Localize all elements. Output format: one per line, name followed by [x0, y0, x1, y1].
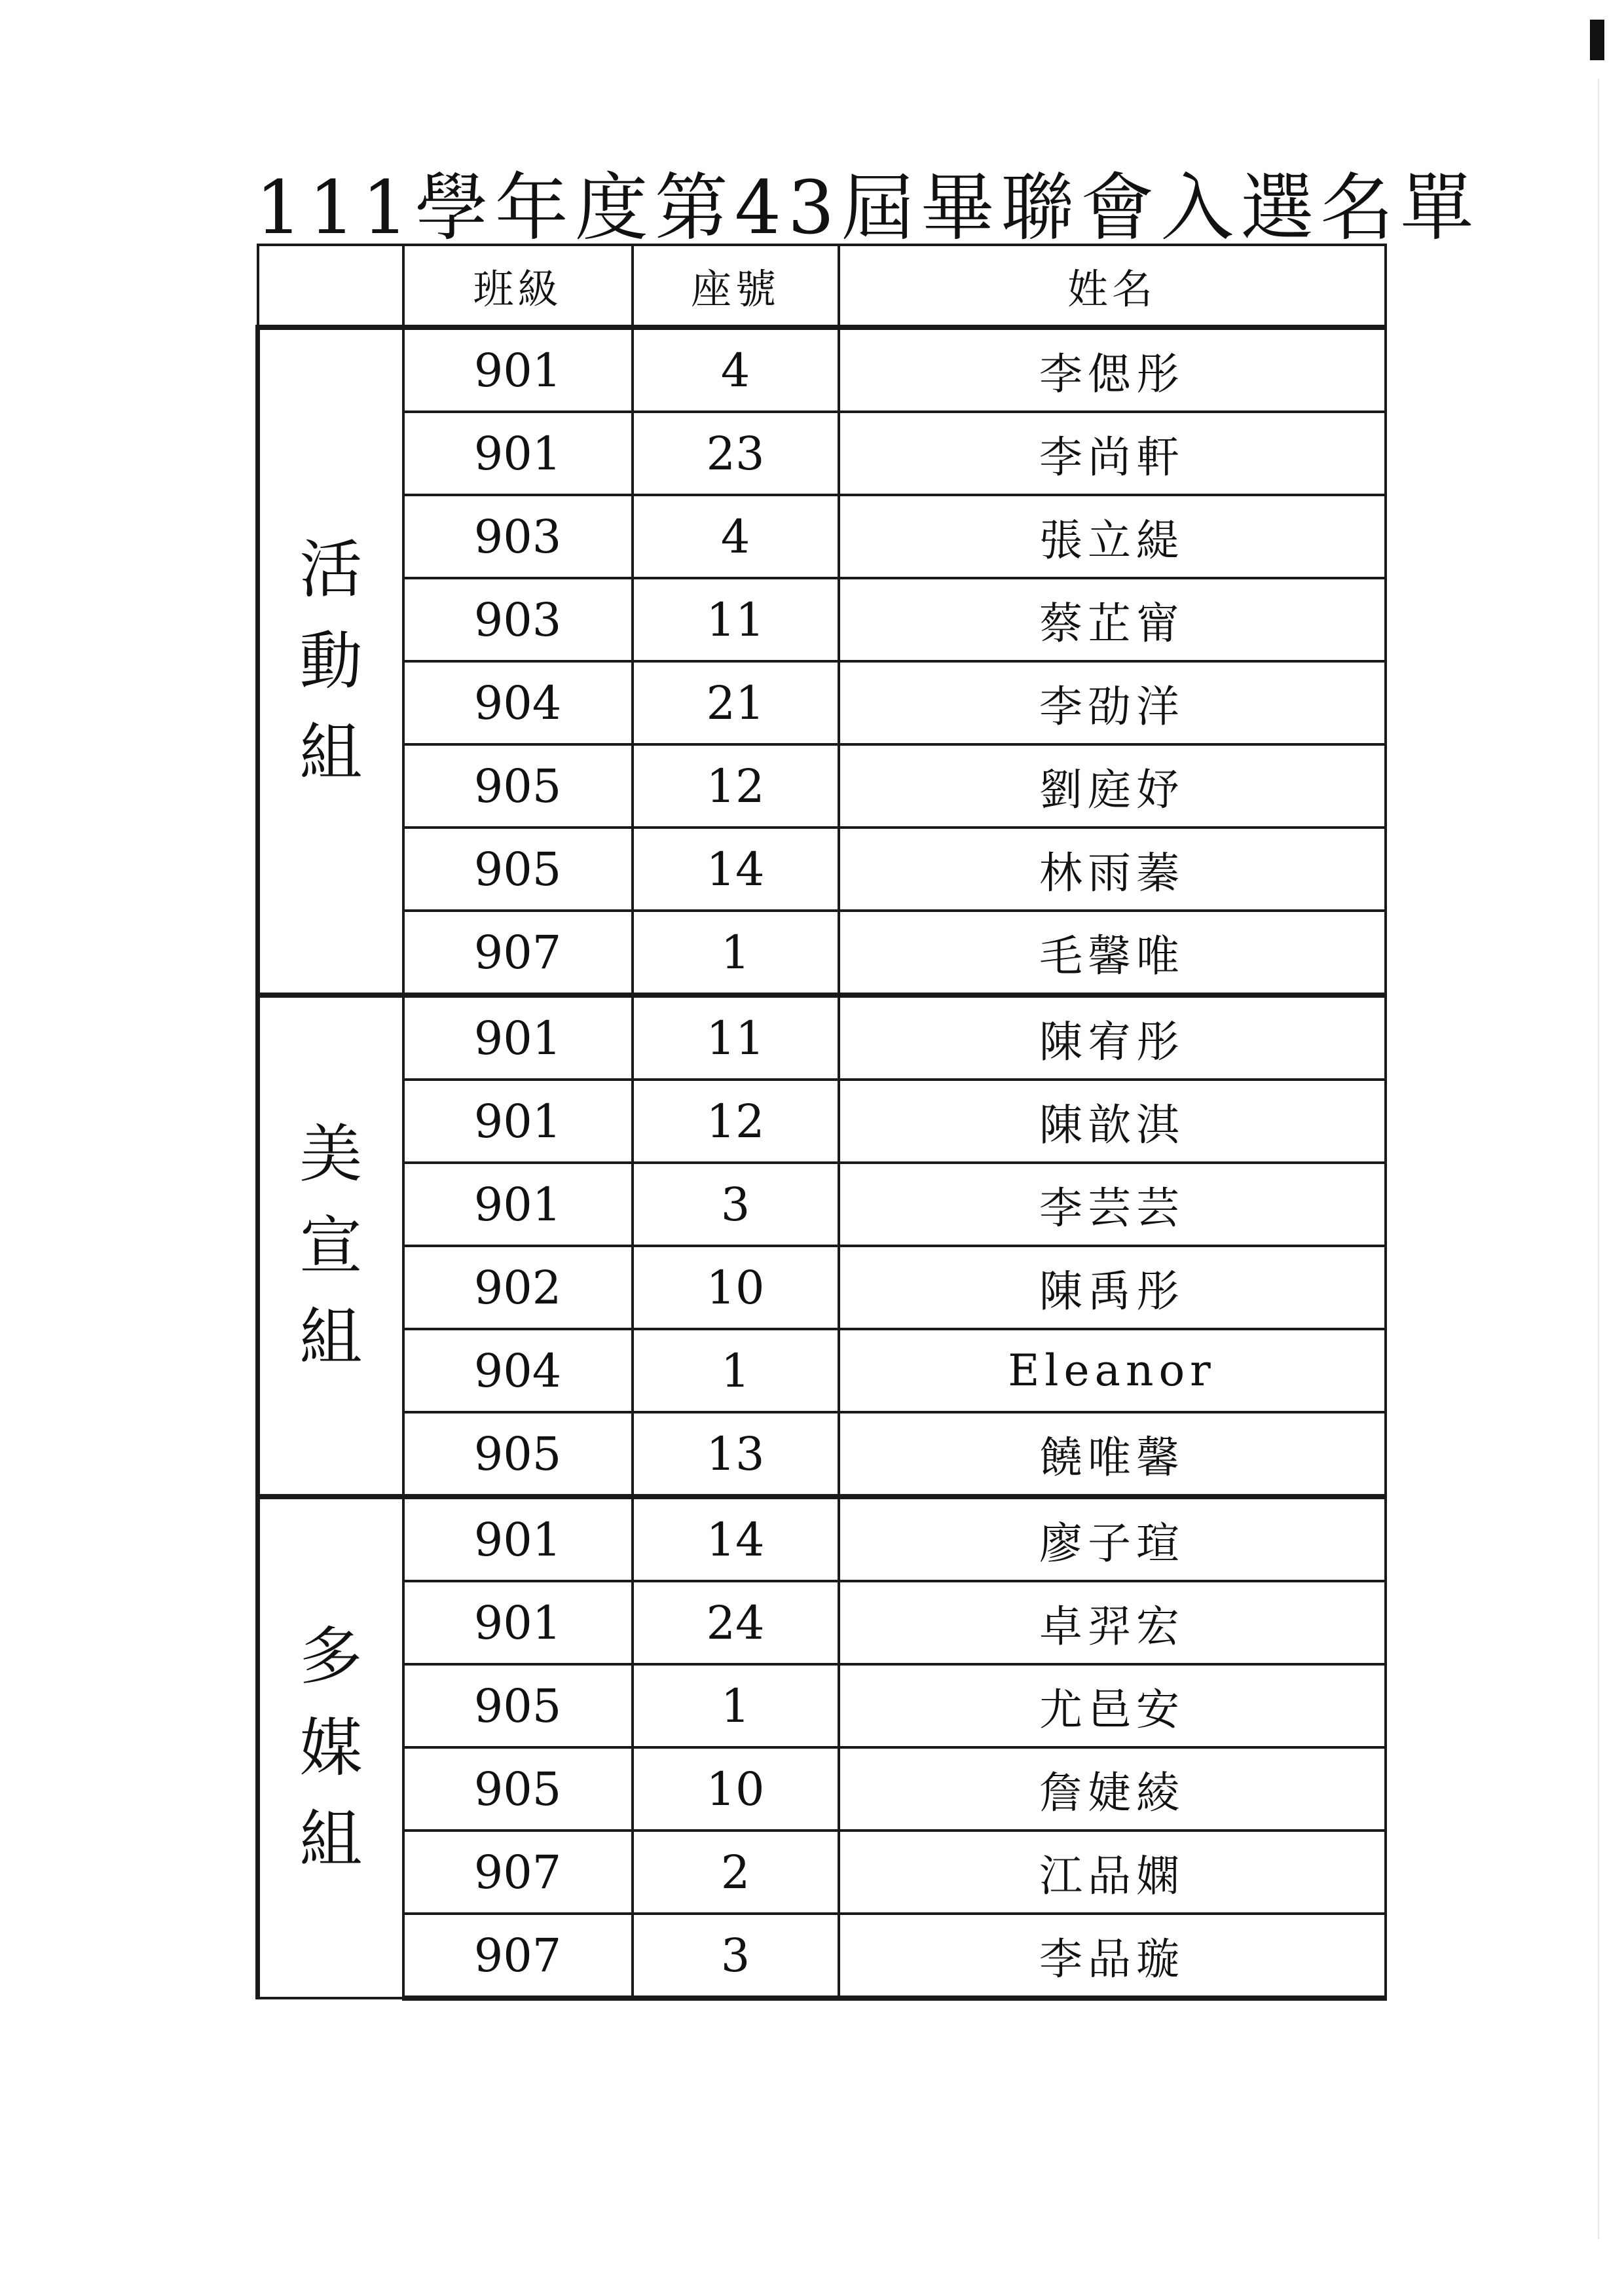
name-cell: 饒唯馨: [839, 1412, 1386, 1497]
class-cell: 902: [403, 1246, 633, 1329]
document-title: 111學年度第43屆畢聯會入選名單: [255, 166, 1481, 251]
seat-cell: 4: [633, 327, 839, 412]
name-cell: 陳歆淇: [839, 1080, 1386, 1163]
seat-cell: 24: [633, 1581, 839, 1664]
header-class: 班級: [403, 245, 633, 327]
seat-cell: 21: [633, 661, 839, 744]
group-label-cell: [258, 995, 403, 1497]
table-row: [258, 911, 1386, 995]
table-row: [258, 661, 1386, 744]
class-cell: 901: [403, 412, 633, 495]
class-cell: 903: [403, 578, 633, 661]
selection-list-table: [255, 244, 1387, 2001]
class-cell: 901: [403, 1163, 633, 1246]
table-row: [258, 1246, 1386, 1329]
name-cell: 毛馨唯: [839, 911, 1386, 995]
table-row: [258, 1412, 1386, 1497]
name-cell: 廖子瑄: [839, 1497, 1386, 1581]
table-body: [258, 327, 1386, 1998]
group-label-cell: [258, 1497, 403, 1998]
seat-cell: 1: [633, 1329, 839, 1412]
class-cell: 905: [403, 828, 633, 911]
table-row: [258, 1163, 1386, 1246]
name-cell: 李品璇: [839, 1914, 1386, 1998]
seat-cell: 3: [633, 1163, 839, 1246]
seat-cell: 3: [633, 1914, 839, 1998]
name-cell: 李尚軒: [839, 412, 1386, 495]
table-row: [258, 828, 1386, 911]
class-cell: 907: [403, 1914, 633, 1998]
class-cell: 905: [403, 1747, 633, 1831]
class-cell: 904: [403, 1329, 633, 1412]
table-row: [258, 995, 1386, 1080]
seat-cell: 1: [633, 1664, 839, 1747]
header-name: 姓名: [839, 245, 1386, 327]
group-label: 多媒組: [299, 1620, 363, 1876]
table-row: [258, 1497, 1386, 1581]
table-row: [258, 1329, 1386, 1412]
seat-cell: 12: [633, 744, 839, 828]
table-row: [258, 412, 1386, 495]
table-row: [258, 327, 1386, 412]
table-row: [258, 1914, 1386, 1998]
header-row: [258, 245, 1386, 327]
table-row: [258, 1581, 1386, 1664]
class-cell: 901: [403, 995, 633, 1080]
name-cell: 李劭洋: [839, 661, 1386, 744]
name-cell: 詹婕綾: [839, 1747, 1386, 1831]
class-cell: 907: [403, 1831, 633, 1914]
seat-cell: 10: [633, 1246, 839, 1329]
name-cell: Eleanor: [839, 1329, 1386, 1412]
class-cell: 904: [403, 661, 633, 744]
scan-edge-line: [1598, 79, 1599, 2239]
seat-cell: 13: [633, 1412, 839, 1497]
seat-cell: 14: [633, 828, 839, 911]
class-cell: 903: [403, 495, 633, 578]
class-cell: 901: [403, 1497, 633, 1581]
name-cell: 陳禹彤: [839, 1246, 1386, 1329]
seat-cell: 23: [633, 412, 839, 495]
class-cell: 901: [403, 1581, 633, 1664]
name-cell: 陳宥彤: [839, 995, 1386, 1080]
table-row: [258, 1664, 1386, 1747]
class-cell: 907: [403, 911, 633, 995]
seat-cell: 12: [633, 1080, 839, 1163]
name-cell: 卓羿宏: [839, 1581, 1386, 1664]
scan-mark: [1590, 20, 1604, 60]
header-group: [258, 245, 403, 327]
table-row: [258, 495, 1386, 578]
seat-cell: 14: [633, 1497, 839, 1581]
header-seat: 座號: [633, 245, 839, 327]
name-cell: 江品嫻: [839, 1831, 1386, 1914]
seat-cell: 10: [633, 1747, 839, 1831]
group-label-cell: [258, 327, 403, 995]
name-cell: 林雨蓁: [839, 828, 1386, 911]
name-cell: 張立緹: [839, 495, 1386, 578]
name-cell: 劉庭妤: [839, 744, 1386, 828]
seat-cell: 1: [633, 911, 839, 995]
table-row: [258, 578, 1386, 661]
class-cell: 901: [403, 327, 633, 412]
table-row: [258, 744, 1386, 828]
name-cell: 李芸芸: [839, 1163, 1386, 1246]
class-cell: 901: [403, 1080, 633, 1163]
seat-cell: 11: [633, 578, 839, 661]
name-cell: 蔡芷甯: [839, 578, 1386, 661]
table-row: [258, 1831, 1386, 1914]
seat-cell: 11: [633, 995, 839, 1080]
table-row: [258, 1080, 1386, 1163]
group-label: 活動組: [299, 533, 363, 790]
class-cell: 905: [403, 1412, 633, 1497]
class-cell: 905: [403, 744, 633, 828]
name-cell: 李偲彤: [839, 327, 1386, 412]
group-label: 美宣組: [299, 1118, 363, 1374]
seat-cell: 2: [633, 1831, 839, 1914]
seat-cell: 4: [633, 495, 839, 578]
table-row: [258, 1747, 1386, 1831]
name-cell: 尤邑安: [839, 1664, 1386, 1747]
class-cell: 905: [403, 1664, 633, 1747]
